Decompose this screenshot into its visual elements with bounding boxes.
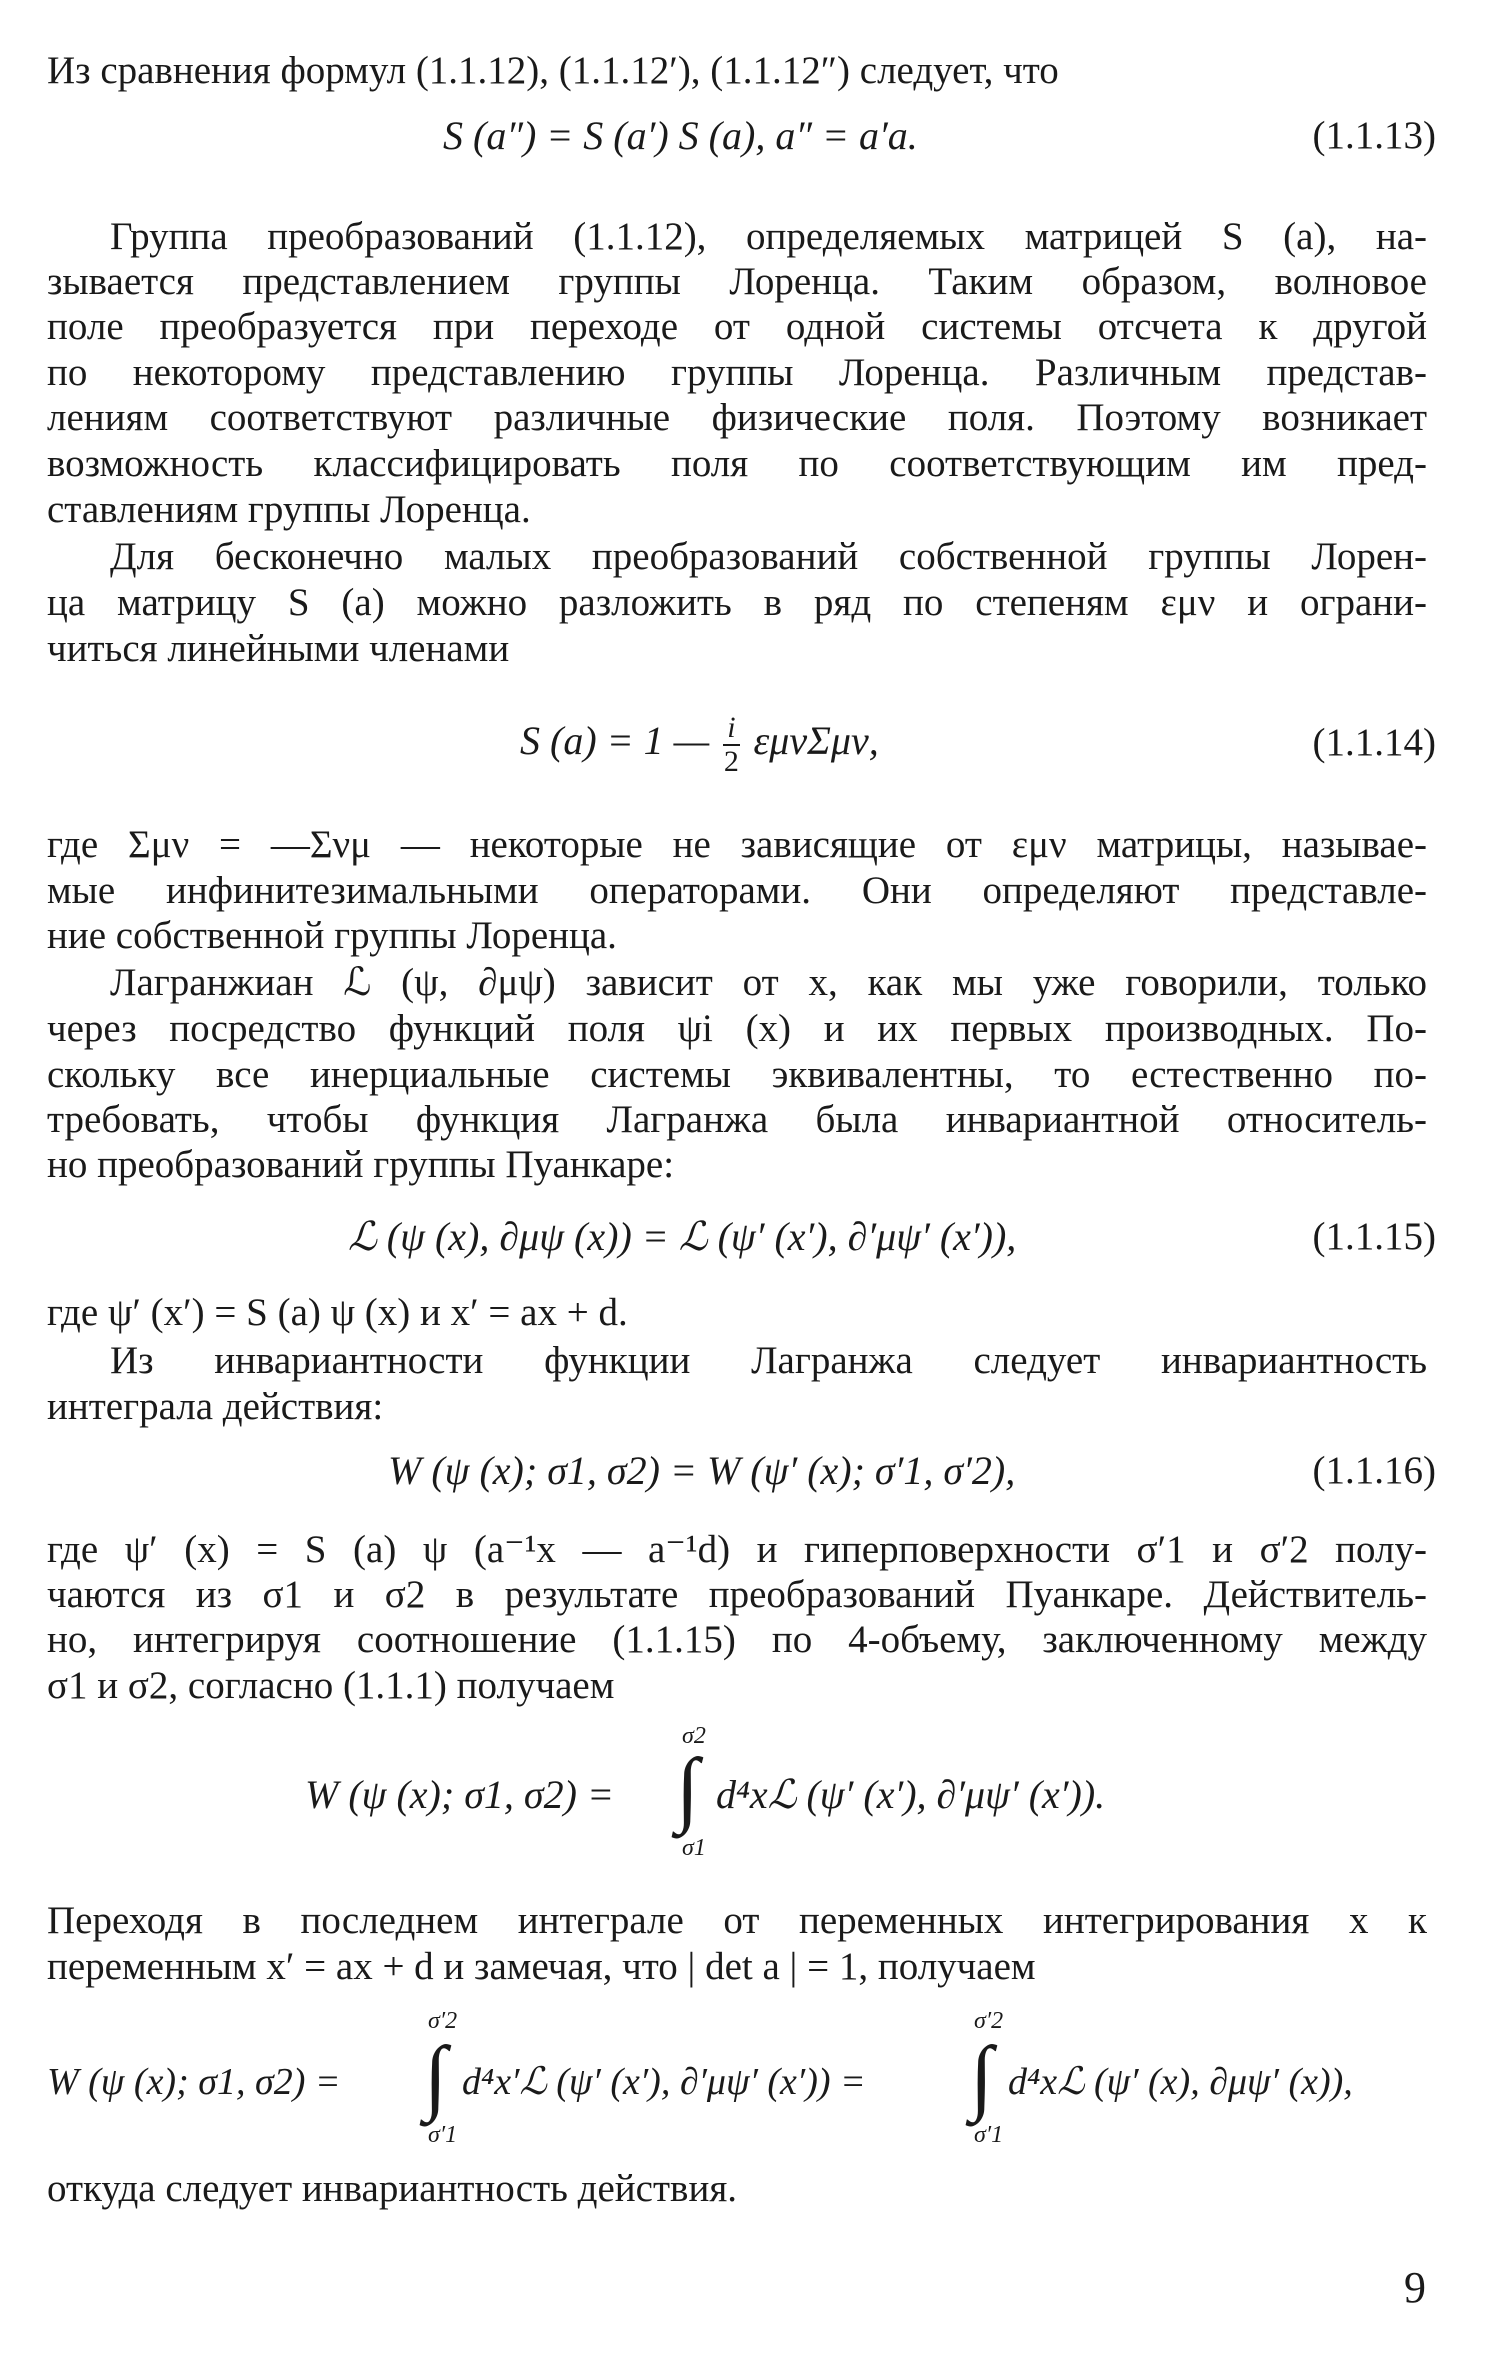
text-line: переменным x′ = ax + d и замечая, что | det a | = 1, получаем bbox=[47, 1945, 1036, 1988]
text-line: читься линейными членами bbox=[47, 627, 510, 670]
integral-equation-2-lhs: W (ψ (x); σ1, σ2) = bbox=[47, 2061, 341, 2103]
text-line: Группа преобразований (1.1.12), определяемых матрицей S (a), на- bbox=[110, 215, 1427, 258]
text-line: ставлениям группы Лоренца. bbox=[47, 488, 531, 531]
equation-rhs: εμνΣμν, bbox=[743, 718, 879, 764]
integral-equation-2-rhs: d⁴xℒ (ψ′ (x), ∂μψ′ (x)), bbox=[1008, 2061, 1353, 2103]
equation-1-1-14 bbox=[520, 712, 879, 778]
integral-sign: ∫ bbox=[676, 1742, 700, 1835]
fraction-numerator: i bbox=[723, 712, 739, 746]
fraction bbox=[723, 712, 739, 778]
integral-upper-limit: σ′2 bbox=[974, 2008, 1004, 2034]
text-line: поле преобразуется при переходе от одной системы отсчета к другой bbox=[47, 305, 1427, 348]
text-line: Лагранжиан ℒ (ψ, ∂μψ) зависит от x, как мы уже говорили, только bbox=[110, 961, 1427, 1004]
text-line: скольку все инерциальные системы эквивалентны, то естественно по- bbox=[47, 1053, 1427, 1096]
text-line: ние собственной группы Лоренца. bbox=[47, 914, 617, 957]
text-line: откуда следует инвариантность действия. bbox=[47, 2167, 738, 2210]
text-line: зывается представлением группы Лоренца. Таким образом, волновое bbox=[47, 260, 1427, 303]
integral-sign: ∫ bbox=[424, 2030, 448, 2123]
equation-1-1-13: S (a″) = S (a′) S (a), a″ = a′a. bbox=[443, 113, 918, 158]
equation-1-1-15: ℒ (ψ (x), ∂μψ (x)) = ℒ (ψ′ (x′), ∂′μψ′ (x′)), bbox=[348, 1214, 1017, 1259]
text-line: но, интегрируя соотношение (1.1.15) по 4-объему, заключенному между bbox=[47, 1618, 1427, 1661]
integral-upper-limit: σ′2 bbox=[428, 2008, 458, 2034]
text-line: мые инфинитезимальными операторами. Они определяют представле- bbox=[47, 869, 1427, 912]
equation-number: (1.1.15) bbox=[1312, 1215, 1436, 1258]
text-line: через посредство функций поля ψi (x) и их первых производных. По- bbox=[47, 1007, 1427, 1050]
text-line: лениям соответствуют различные физические поля. Поэтому возникает bbox=[47, 396, 1427, 439]
integral-lower-limit: σ′1 bbox=[428, 2122, 458, 2148]
text-line: где Σμν = —Σνμ — некоторые не зависящие от εμν матрицы, называе- bbox=[47, 823, 1427, 866]
equation-number: (1.1.13) bbox=[1312, 114, 1436, 157]
text-line: интеграла действия: bbox=[47, 1385, 384, 1428]
text-line: Из инвариантности функции Лагранжа следует инвариантность bbox=[110, 1339, 1427, 1382]
text-line: где ψ′ (x) = S (a) ψ (a⁻¹x — a⁻¹d) и гиперповерхности σ′1 и σ′2 полу- bbox=[47, 1528, 1427, 1571]
integral-lower-limit: σ′1 bbox=[974, 2122, 1004, 2148]
text-line: по некоторому представлению группы Лоренца. Различным представ- bbox=[47, 351, 1427, 394]
integral-equation-2-mid: d⁴x′ℒ (ψ′ (x′), ∂′μψ′ (x′)) = bbox=[462, 2061, 866, 2103]
text-line: но преобразований группы Пуанкаре: bbox=[47, 1143, 675, 1186]
equation-number: (1.1.14) bbox=[1312, 721, 1436, 764]
text-line: σ1 и σ2, согласно (1.1.1) получаем bbox=[47, 1664, 615, 1707]
fraction-denominator: 2 bbox=[723, 745, 739, 778]
text-line: где ψ′ (x′) = S (a) ψ (x) и x′ = ax + d. bbox=[47, 1291, 628, 1334]
integral-equation-1-lhs: W (ψ (x); σ1, σ2) = bbox=[305, 1772, 614, 1817]
integral-equation-1-rhs: d⁴xℒ (ψ′ (x′), ∂′μψ′ (x′)). bbox=[716, 1772, 1106, 1817]
integral-lower-limit: σ1 bbox=[682, 1835, 706, 1861]
text-line: Переходя в последнем интеграле от переменных интегрирования x к bbox=[47, 1899, 1427, 1942]
text-line: требовать, чтобы функция Лагранжа была инвариантной относитель- bbox=[47, 1098, 1427, 1141]
text-line: ца матрицу S (a) можно разложить в ряд по степеням εμν и ограни- bbox=[47, 581, 1427, 624]
integral-sign: ∫ bbox=[970, 2030, 994, 2123]
equation-1-1-16: W (ψ (x); σ1, σ2) = W (ψ′ (x); σ′1, σ′2), bbox=[388, 1448, 1016, 1493]
text-line: Из сравнения формул (1.1.12), (1.1.12′), (1.1.12″) следует, что bbox=[47, 49, 1059, 92]
page-number: 9 bbox=[1404, 2263, 1426, 2312]
text-line: Для бесконечно малых преобразований собственной группы Лорен- bbox=[110, 535, 1427, 578]
equation-lhs: S (a) = 1 — bbox=[520, 718, 720, 764]
text-line: возможность классифицировать поля по соответствующим им пред- bbox=[47, 442, 1427, 485]
integral-upper-limit: σ2 bbox=[682, 1723, 706, 1749]
text-line: чаются из σ1 и σ2 в результате преобразований Пуанкаре. Действитель- bbox=[47, 1573, 1427, 1616]
equation-number: (1.1.16) bbox=[1312, 1449, 1436, 1492]
